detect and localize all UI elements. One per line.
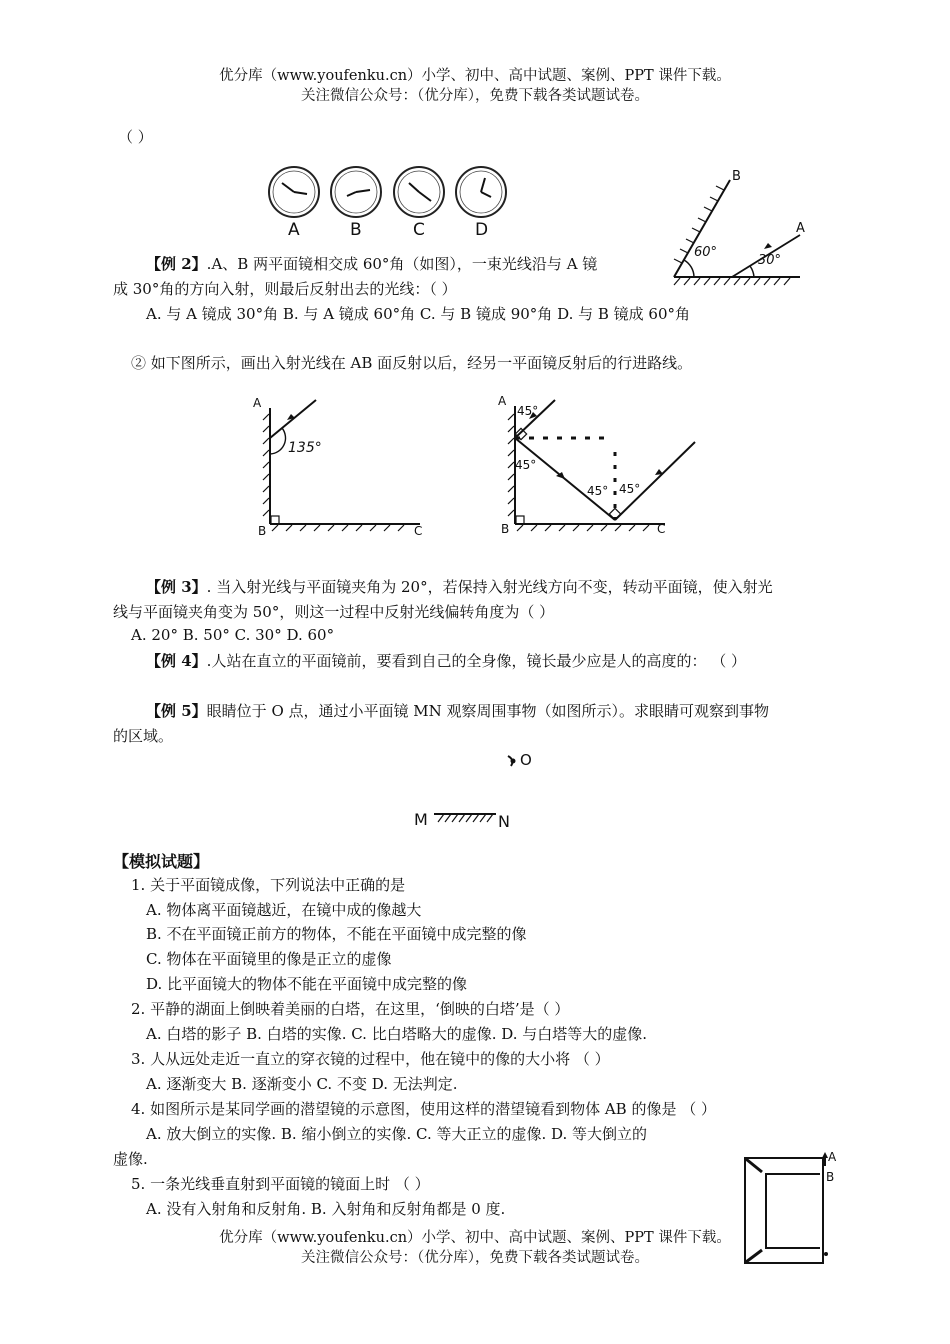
mock-q4-continuation: 虚像. <box>113 1150 148 1168</box>
clock-d <box>456 167 506 217</box>
clock-c <box>394 167 444 217</box>
mock-q4: 4. 如图所示是某同学画的潜望镜的示意图，使用这样的潜望镜看到物体 AB 的像是 （ ） <box>131 1100 717 1118</box>
mock-q1-option-a: A. 物体离平面镜越近，在镜中成的像越大 <box>146 901 422 919</box>
answer-paren: （ ） <box>118 128 153 146</box>
incident-135-svg <box>250 392 430 542</box>
example-2-tag: 【例 2】 <box>146 255 207 273</box>
example-3-text-1: . 当入射光线与平面镜夹角为 20°，若保持入射光线方向不变，转动平面镜，使入射光 <box>206 578 773 596</box>
question-2-text: ② 如下图所示，画出入射光线在 AB 面反射以后，经另一平面镜反射后的行进路线。 <box>131 354 693 372</box>
clock-label-c: C <box>413 220 425 240</box>
mirror-m-label: M <box>414 810 428 829</box>
mirror-a-label: A <box>796 221 805 236</box>
angle-30-label: 30° <box>758 253 782 268</box>
example-5-line-1 <box>146 700 769 721</box>
right-fig-b-label: B <box>501 522 510 536</box>
example-3-line-1 <box>146 576 773 597</box>
example-2-line-1 <box>146 253 597 274</box>
mock-q5: 5. 一条光线垂直射到平面镜的镜面上时 （ ） <box>131 1175 430 1193</box>
left-fig-a-label: A <box>253 396 262 410</box>
example-4-tag: 【例 4】 <box>146 652 207 670</box>
mock-title: 【模拟试题】 <box>113 852 210 871</box>
example-2-options: A. 与 A 镜成 30°角 B. 与 A 镜成 60°角 C. 与 B 镜成 90°角 D. 与 B 镜成 60°角 <box>146 305 691 323</box>
angle-135-label: 135° <box>288 440 322 456</box>
mirrors-60-figure <box>660 165 820 290</box>
eye-o-label: O <box>520 751 532 769</box>
footer-line-1: 优分库（www.youfenku.cn）小学、初中、高中试题、案例、PPT 课件下载。 <box>219 1230 731 1246</box>
mock-q3-options: A. 逐渐变大 B. 逐渐变小 C. 不变 D. 无法判定. <box>146 1075 458 1093</box>
right-fig-c-label: C <box>657 522 666 536</box>
example-2-line-2: 成 30°角的方向入射，则最后反射出去的光线：（ ） <box>113 280 457 298</box>
mock-q1: 1. 关于平面镜成像，下列说法中正确的是 <box>131 876 406 894</box>
reflection-path-figure <box>495 392 675 542</box>
example-5-line-2: 的区域。 <box>113 727 174 745</box>
example-2-text-1: .A、B 两平面镜相交成 60°角（如图），一束光线沿与 A 镜 <box>206 255 598 273</box>
example-3-options: A. 20° B. 50° C. 30° D. 60° <box>131 626 335 644</box>
clock-b <box>331 167 381 217</box>
mock-q1-option-c: C. 物体在平面镜里的像是正立的虚像 <box>146 950 392 968</box>
right-fig-angle-4: 45° <box>619 482 641 496</box>
eye-figure <box>505 750 537 774</box>
left-fig-b-label: B <box>258 524 267 538</box>
right-fig-a-label: A <box>498 394 507 408</box>
mirror-n-label: N <box>498 812 510 831</box>
mock-q2: 2. 平静的湖面上倒映着美丽的白塔，在这里，‘倒映的白塔’是（ ） <box>131 1000 570 1018</box>
mirror-mn-figure <box>414 808 524 832</box>
clock-label-a: A <box>288 220 300 240</box>
mock-q3: 3. 人从远处走近一直立的穿衣镜的过程中，他在镜中的像的大小将 （ ） <box>131 1050 610 1068</box>
example-5-text-1: 眼睛位于 O 点，通过小平面镜 MN 观察周围事物（如图所示）。求眼睛可观察到事物 <box>206 702 770 720</box>
mock-q1-option-b: B. 不在平面镜正前方的物体，不能在平面镜中成完整的像 <box>146 925 527 943</box>
incident-135-figure <box>250 392 430 542</box>
footer-line-2: 关注微信公众号：（优分库），免费下载各类试题试卷。 <box>301 1250 649 1266</box>
mock-q1-option-d: D. 比平面镜大的物体不能在平面镜中成完整的像 <box>146 975 468 993</box>
clock-label-b: B <box>350 220 362 240</box>
example-5-tag: 【例 5】 <box>146 702 207 720</box>
mock-q2-options: A. 白塔的影子 B. 白塔的实像. C. 比白塔略大的虚像. D. 与白塔等大的虚像. <box>146 1025 648 1043</box>
right-fig-angle-2: 45° <box>515 458 537 472</box>
example-3-tag: 【例 3】 <box>146 578 207 596</box>
example-3-line-2: 线与平面镜夹角变为 50°，则这一过程中反射光线偏转角度为（ ） <box>113 603 555 621</box>
header-line-2: 关注微信公众号：（优分库），免费下载各类试题试卷。 <box>301 88 649 104</box>
example-4-line <box>146 650 746 671</box>
clock-a <box>269 167 319 217</box>
mirror-b-label: B <box>732 169 741 184</box>
header-line-1: 优分库（www.youfenku.cn）小学、初中、高中试题、案例、PPT 课件下载。 <box>219 68 731 84</box>
clock-label-d: D <box>475 220 489 240</box>
mock-q5-options: A. 没有入射角和反射角. B. 入射角和反射角都是 0 度. <box>146 1200 506 1218</box>
right-fig-angle-3: 45° <box>587 484 609 498</box>
periscope-a-label: A <box>828 1150 837 1164</box>
example-4-text: .人站在直立的平面镜前，要看到自己的全身像，镜长最少应是人的高度的： （ ） <box>206 652 746 670</box>
clocks-figure <box>266 162 516 242</box>
mock-q4-options: A. 放大倒立的实像. B. 缩小倒立的实像. C. 等大正立的虚像. D. 等大倒立的 <box>146 1125 648 1143</box>
periscope-b-label: B <box>826 1170 835 1184</box>
left-fig-c-label: C <box>414 524 423 538</box>
angle-60-label: 60° <box>694 245 718 260</box>
right-fig-angle-1: 45° <box>517 404 539 418</box>
